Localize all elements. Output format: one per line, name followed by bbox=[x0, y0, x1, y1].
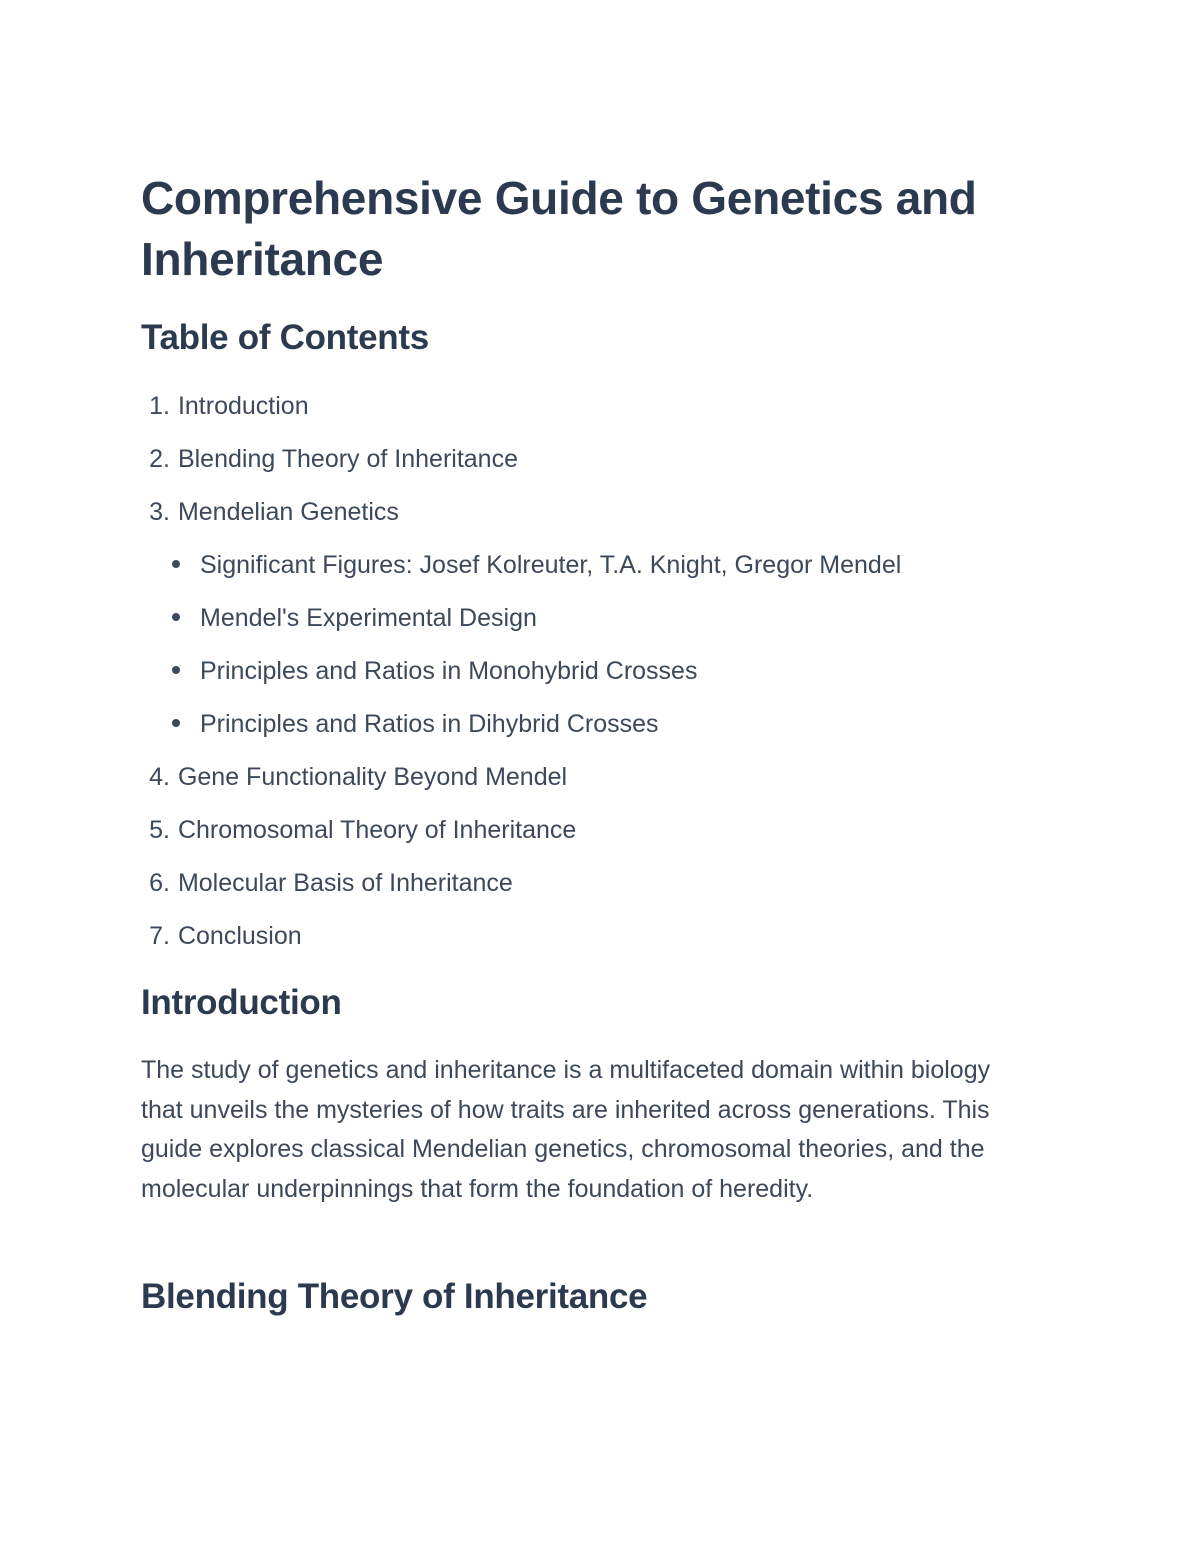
toc-item-label: Blending Theory of Inheritance bbox=[177, 445, 518, 473]
toc-item-conclusion bbox=[141, 914, 1041, 967]
toc-subitem-label: Mendel's Experimental Design bbox=[200, 604, 537, 632]
toc-subitem-monohybrid bbox=[141, 649, 1041, 702]
toc-item-mendelian-genetics bbox=[141, 490, 1041, 543]
toc-item-label: Molecular Basis of Inheritance bbox=[177, 869, 513, 897]
bullet-icon bbox=[172, 719, 180, 727]
toc-item-gene-functionality bbox=[141, 755, 1041, 808]
toc-subitems-container bbox=[141, 543, 1041, 755]
toc-item-chromosomal-theory bbox=[141, 808, 1041, 861]
toc-item-number: 4. bbox=[149, 763, 170, 791]
toc-subitem-experimental-design bbox=[141, 596, 1041, 649]
toc-item-number: 6. bbox=[149, 869, 170, 897]
mendelian-subitems bbox=[141, 543, 1041, 755]
toc-subitem-significant-figures bbox=[141, 543, 1041, 596]
table-of-contents bbox=[141, 384, 1041, 967]
toc-subitem-label: Principles and Ratios in Monohybrid Crosses bbox=[200, 657, 698, 685]
toc-item-label: Mendelian Genetics bbox=[177, 498, 399, 526]
toc-item-label: Gene Functionality Beyond Mendel bbox=[177, 763, 568, 791]
bullet-icon bbox=[172, 613, 180, 621]
introduction-heading: Introduction bbox=[141, 983, 342, 1022]
toc-item-number: 7. bbox=[149, 922, 170, 950]
toc-subitem-label: Principles and Ratios in Dihybrid Crosses bbox=[200, 710, 659, 738]
document-title: Comprehensive Guide to Genetics and Inheritance bbox=[141, 172, 977, 285]
introduction-paragraph: The study of genetics and inheritance is a multifaceted domain within biology that unveils the mysteries of how traits are inherited across generations. This guide explores classical Mendelian genetics, chromosomal theories, and the molecular underpinnings that form the foundation of heredity. bbox=[141, 1056, 991, 1203]
bullet-icon bbox=[172, 560, 180, 568]
toc-item-number: 1. bbox=[149, 392, 170, 420]
toc-heading: Table of Contents bbox=[141, 318, 429, 357]
blending-theory-heading: Blending Theory of Inheritance bbox=[141, 1277, 648, 1316]
toc-item-molecular-basis bbox=[141, 861, 1041, 914]
bullet-icon bbox=[172, 666, 180, 674]
toc-subitem-dihybrid bbox=[141, 702, 1041, 755]
toc-item-label: Conclusion bbox=[177, 922, 302, 950]
toc-item-label: Chromosomal Theory of Inheritance bbox=[177, 816, 577, 844]
toc-subitem-label: Significant Figures: Josef Kolreuter, T.A. Knight, Gregor Mendel bbox=[200, 551, 902, 579]
toc-item-blending-theory bbox=[141, 437, 1041, 490]
toc-item-label: Introduction bbox=[177, 392, 309, 420]
toc-item-number: 3. bbox=[149, 498, 170, 526]
toc-item-introduction bbox=[141, 384, 1041, 437]
toc-item-number: 2. bbox=[149, 445, 170, 473]
toc-item-number: 5. bbox=[149, 816, 170, 844]
